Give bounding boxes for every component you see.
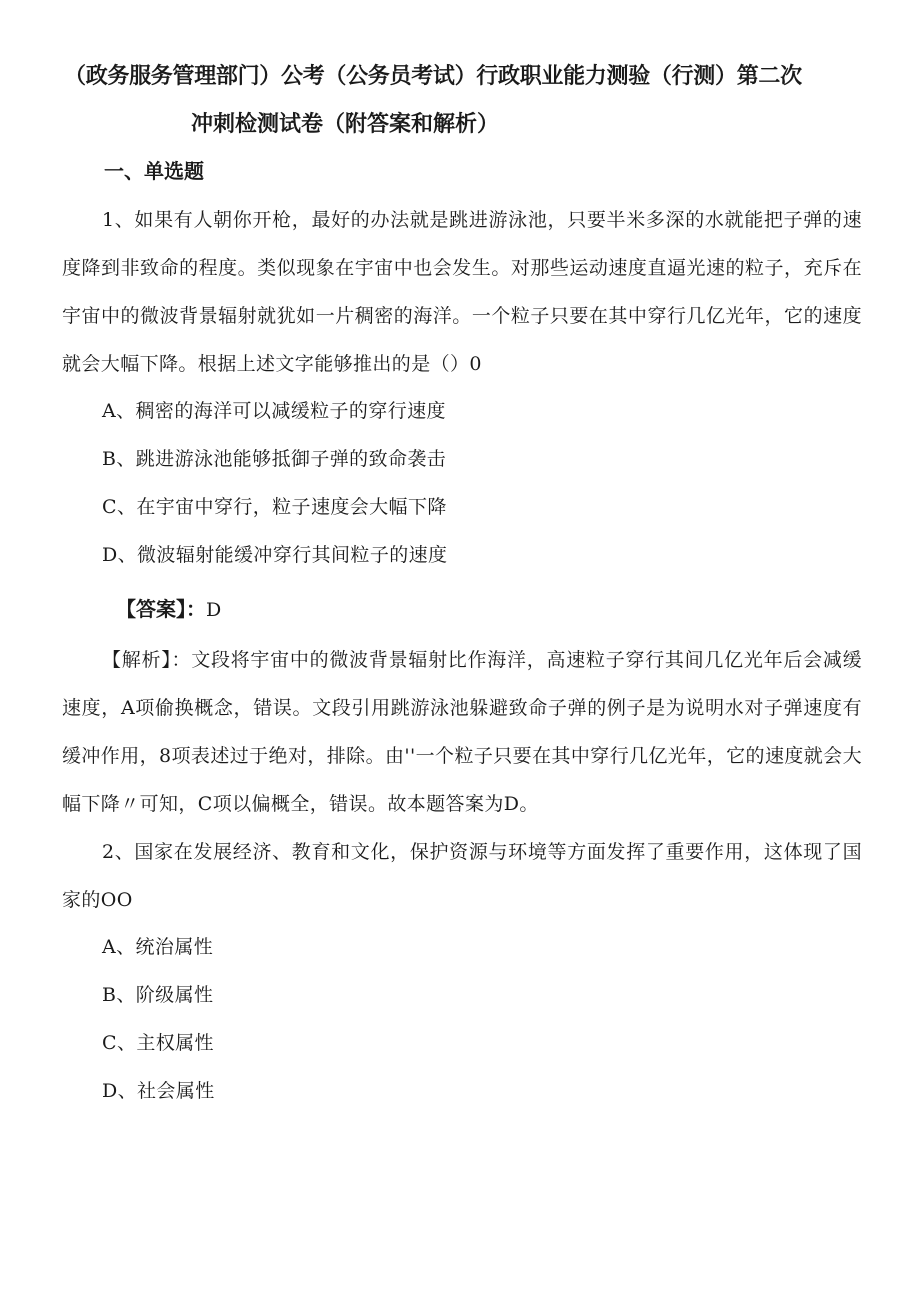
question-2-option-a: A、统治属性 [102,936,214,958]
question-1-stem: 1、如果有人朝你开枪，最好的办法就是跳进游泳池，只要半米多深的水就能把子弹的速度降到非致命的程度。类似现象在宇宙中也会发生。对那些运动速度直逼光速的粒子，充斥在宇宙中的微波背景辐射就犹如一片稠密的海洋。一个粒子只要在其中穿行几亿光年，它的速度就会大幅下降。根据上述文字能够推出的是（）0 [62,209,862,375]
answer-value: D [206,599,222,621]
section-heading: 一、单选题 [104,159,204,183]
question-1-analysis [62,636,862,828]
question-1-answer [116,594,221,625]
answer-label: 【答案】： [116,597,206,621]
analysis-text: 文段将宇宙中的微波背景辐射比作海洋，高速粒子穿行其间几亿光年后会减缓速度，A项偷换概念，错误。文段引用跳游泳池躲避致命子弹的例子是为说明水对子弹速度有缓冲作用，8项表述过于绝对，排除。由''一个粒子只要在其中穿行几亿光年，它的速度就会大幅下降〃可知，C项以偏概全，错误。故本题答案为D。 [62,649,862,815]
analysis-label: 【解析】： [102,649,192,671]
question-2-option-b: B、阶级属性 [102,984,214,1006]
question-1-option-c: C、在宇宙中穿行，粒子速度会大幅下降 [102,496,447,518]
question-1-option-a: A、稠密的海洋可以减缓粒子的穿行速度 [102,400,446,422]
document-title-line-1: （政务服务管理部门）公考（公务员考试）行政职业能力测验（行测）第二次 [64,64,802,89]
question-2-option-c: C、主权属性 [102,1032,214,1054]
document-title-line-2: 冲刺检测试卷（附答案和解析） [191,112,500,137]
question-2-option-d: D、社会属性 [102,1080,215,1102]
question-1-option-b: B、跳进游泳池能够抵御子弹的致命袭击 [102,448,447,470]
question-1-option-d: D、微波辐射能缓冲穿行其间粒子的速度 [102,544,448,566]
question-2-stem: 2、国家在发展经济、教育和文化，保护资源与环境等方面发挥了重要作用，这体现了国家的OO [62,841,862,911]
